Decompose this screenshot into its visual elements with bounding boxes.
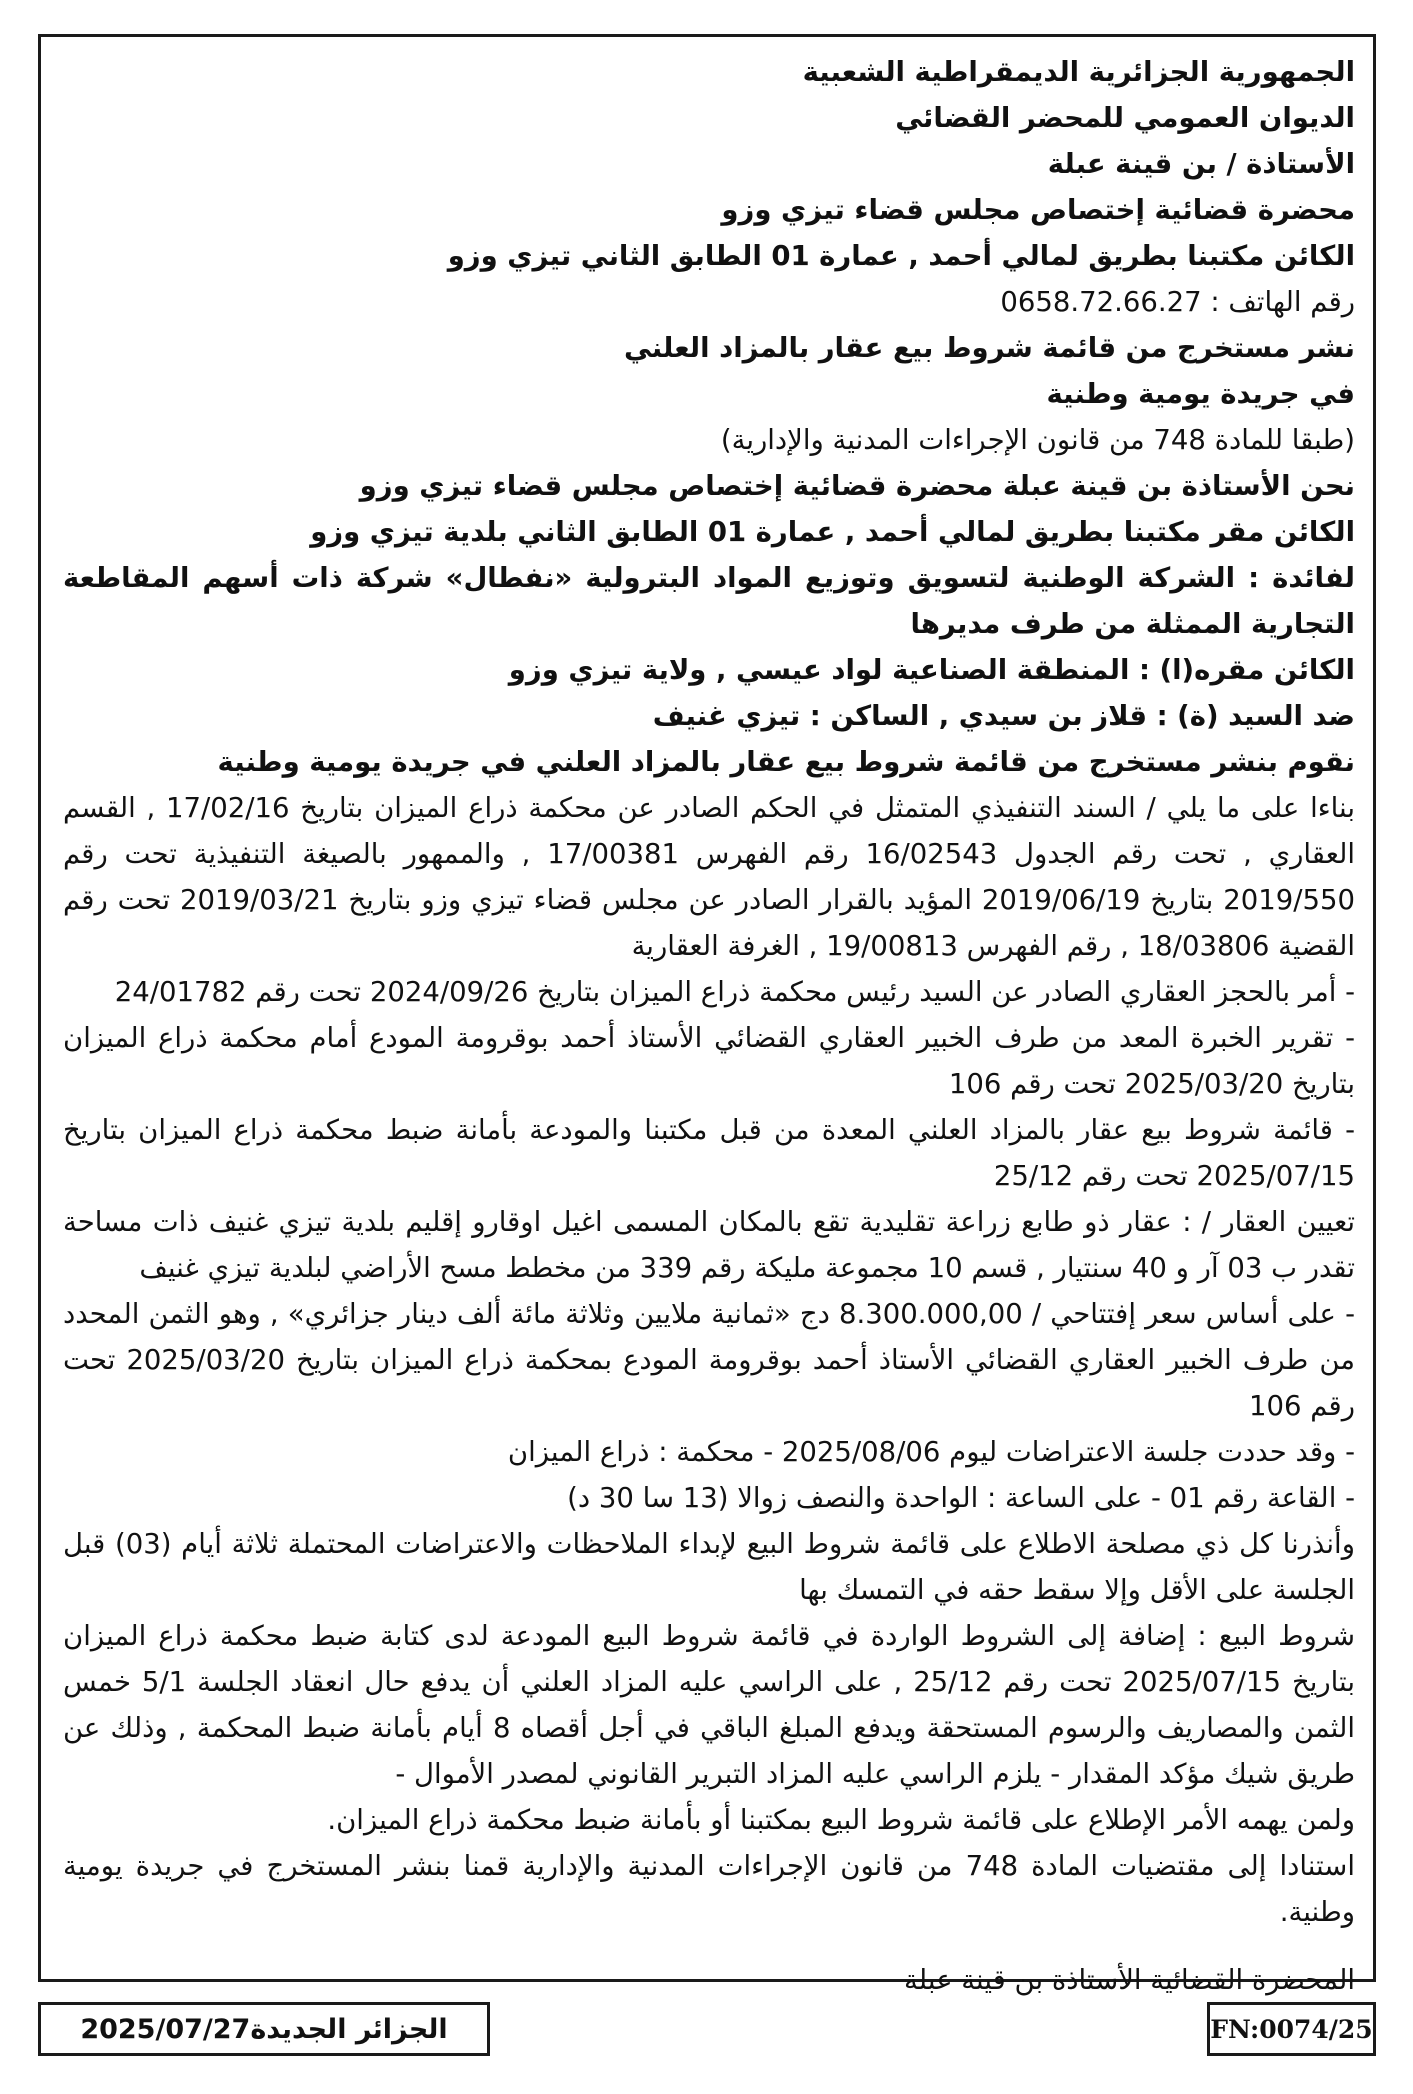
paragraph-expert-report: - تقرير الخبرة المعد من طرف الخبير العقاري القضائي الأستاذ أحمد بوقرومة المودع أمام محكمة ذراع الميزان بتاريخ 2025/03/20 تحت رقم 106 bbox=[63, 1022, 1355, 1100]
bailiff-name: الأستاذة / بن قينة عبلة bbox=[1047, 148, 1355, 180]
signature: المحضرة القضائية الأستاذة بن قينة عبلة bbox=[904, 1964, 1355, 1996]
paragraph-opening-price: - على أساس سعر إفتتاحي / 8.300.000,00 دج «ثمانية ملايين وثلاثة مائة ألف دينار جزائري» , وهو الثمن المحدد من طرف الخبير العقاري القضائي الأستاذ أحمد بوقرومة المودع بمحكمة ذراع الميزان بتاريخ 2025/03/20 تحت رقم 106 bbox=[63, 1298, 1355, 1422]
fn-box bbox=[1207, 2002, 1376, 2056]
jurisdiction: محضرة قضائية إختصاص مجلس قضاء تيزي وزو bbox=[721, 194, 1355, 226]
paragraph-seizure-order: - أمر بالحجز العقاري الصادر عن السيد رئيس محكمة ذراع الميزان بتاريخ 2024/09/26 تحت رقم 24/01782 bbox=[114, 976, 1355, 1008]
paragraph-closing: استنادا إلى مقتضيات المادة 748 من قانون الإجراءات المدنية والإدارية قمنا بنشر المستخرج في جريدة يومية وطنية. bbox=[63, 1850, 1355, 1928]
paragraph-inspection: ولمن يهمه الأمر الإطلاع على قائمة شروط البيع بمكتبنا أو بأمانة ضبط محكمة ذراع الميزان. bbox=[327, 1804, 1355, 1836]
newspaper-date: الجزائر الجديدة2025/07/27 bbox=[80, 2013, 448, 2045]
republic-title: الجمهورية الجزائرية الديمقراطية الشعبية bbox=[802, 56, 1355, 88]
office-title: الديوان العمومي للمحضر القضائي bbox=[895, 102, 1355, 134]
paragraph-hearing-room: - القاعة رقم 01 - على الساعة : الواحدة والنصف زوالا (13 سا 30 د) bbox=[567, 1482, 1355, 1514]
paragraph-hearing-date: - وقد حددت جلسة الاعتراضات ليوم 2025/08/06 - محكمة : ذراع الميزان bbox=[507, 1436, 1355, 1468]
notice-frame bbox=[38, 34, 1376, 1996]
notice-title: نشر مستخرج من قائمة شروط بيع عقار بالمزاد العلني bbox=[623, 332, 1355, 364]
office-address: الكائن مكتبنا بطريق لمالي أحمد , عمارة 01 الطابق الثاني تيزي وزو bbox=[447, 240, 1355, 272]
newspaper-date-box bbox=[38, 2002, 490, 2056]
paragraph-beneficiary-address: الكائن مقره(ا) : المنطقة الصناعية لواد عيسي , ولاية تيزي وزو bbox=[508, 654, 1355, 686]
paragraph-sale-terms: شروط البيع : إضافة إلى الشروط الواردة في قائمة شروط البيع المودعة لدى كتابة ضبط محكمة ذراع الميزان بتاريخ 2025/07/15 تحت رقم 25/12 , على الراسي عليه المزاد العلني أن يدفع حال انعقاد الجلسة 5/1 خمس الثمن والمصاريف والرسوم المستحقة ويدفع المبلغ الباقي في أجل أقصاه 8 أيام بأمانة ضبط المحكمة , وذلك عن طريق شيك مؤكد المقدار - يلزم الراسي عليه المزاد التبرير القانوني لمصدر الأموال - bbox=[63, 1620, 1355, 1790]
fn-reference: FN:0074/25 bbox=[1210, 2014, 1373, 2044]
paragraph-property: تعيين العقار / : عقار ذو طابع زراعة تقليدية تقع بالمكان المسمى اغيل اوقارو إقليم بلدية تيزي غنيف ذات مساحة تقدر ب 03 آر و 40 سنتيار , قسم 10 مجموعة مليكة رقم 339 من مخطط مسح الأراضي لبلدية تيزي غنيف bbox=[63, 1206, 1355, 1284]
notice-subtitle: في جريدة يومية وطنية bbox=[1046, 378, 1355, 410]
paragraph-office-address: الكائن مقر مكتبنا بطريق لمالي أحمد , عمارة 01 الطابق الثاني بلدية تيزي وزو bbox=[310, 516, 1355, 548]
paragraph-debtor: ضد السيد (ة) : قلاز بن سيدي , الساكن : تيزي غنيف bbox=[652, 700, 1355, 732]
paragraph-publication: نقوم بنشر مستخرج من قائمة شروط بيع عقار بالمزاد العلني في جريدة يومية وطنية bbox=[217, 746, 1355, 778]
paragraph-bailiff: نحن الأستاذة بن قينة عبلة محضرة قضائية إختصاص مجلس قضاء تيزي وزو bbox=[359, 470, 1355, 502]
paragraph-beneficiary: لفائدة : الشركة الوطنية لتسويق وتوزيع المواد البترولية «نفطال» شركة ذات أسهم المقاطعة التجارية الممثلة من طرف مديرها bbox=[63, 562, 1355, 640]
paragraph-sale-conditions: - قائمة شروط بيع عقار بالمزاد العلني المعدة من قبل مكتبنا والمودعة بأمانة ضبط محكمة ذراع الميزان بتاريخ 2025/07/15 تحت رقم 25/12 bbox=[63, 1114, 1355, 1192]
paragraph-warning: وأنذرنا كل ذي مصلحة الاطلاع على قائمة شروط البيع لإبداء الملاحظات والاعتراضات المحتملة ثلاثة أيام (03) قبل الجلسة على الأقل وإلا سقط حقه في التمسك بها bbox=[63, 1528, 1355, 1606]
paragraph-legal-basis: بناءا على ما يلي / السند التنفيذي المتمثل في الحكم الصادر عن محكمة ذراع الميزان بتاريخ 17/02/16 , القسم العقاري , تحت رقم الجدول 16/02543 رقم الفهرس 17/00381 , والممهور بالصيغة التنفيذية تحت رقم 2019/550 بتاريخ 2019/06/19 المؤيد بالقرار الصادر عن مجلس قضاء تيزي وزو بتاريخ 2019/03/21 تحت رقم القضية 18/03806 , رقم الفهرس 19/00813 , الغرفة العقارية bbox=[63, 792, 1356, 962]
legal-reference: (طبقا للمادة 748 من قانون الإجراءات المدنية والإدارية) bbox=[720, 424, 1355, 456]
phone-number: رقم الهاتف : 0658.72.66.27 bbox=[1000, 286, 1355, 318]
